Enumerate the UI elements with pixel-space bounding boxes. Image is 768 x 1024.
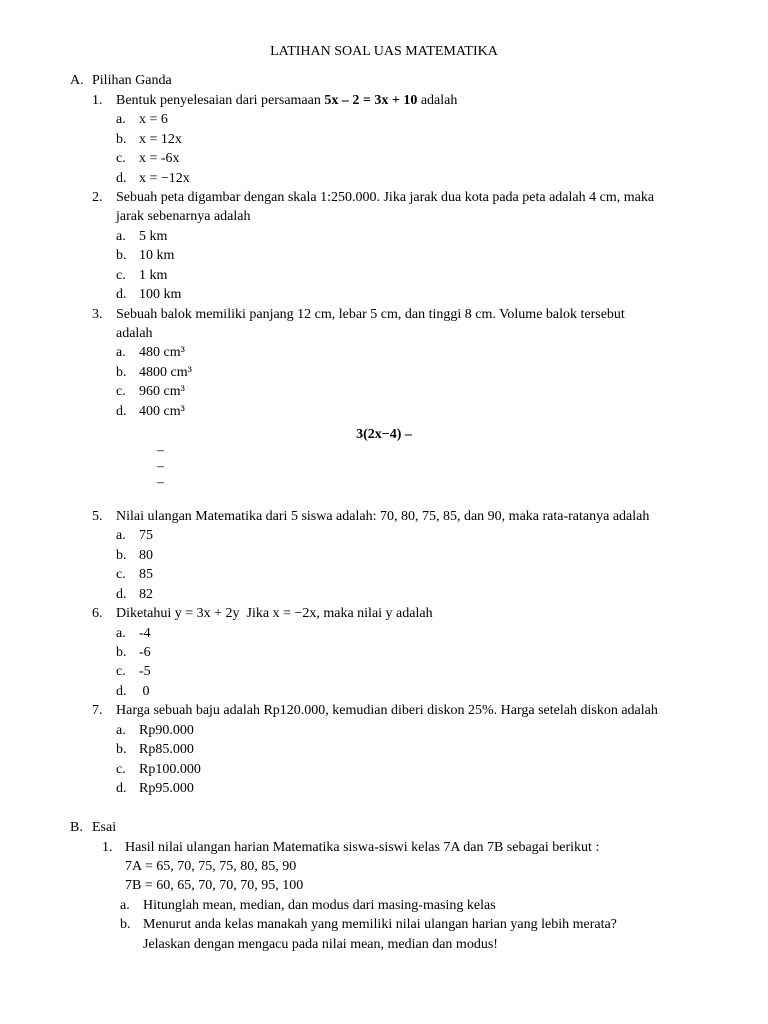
section-b-marker: B. xyxy=(70,820,83,835)
option-letter: a. xyxy=(116,528,126,543)
dash-mark: – xyxy=(157,443,164,458)
dash-mark: – xyxy=(157,459,164,474)
option-text: -5 xyxy=(139,664,151,679)
option-letter: a. xyxy=(116,112,126,127)
option-letter: b. xyxy=(116,645,127,660)
option-letter: c. xyxy=(116,664,126,679)
option-text: Rp85.000 xyxy=(139,742,194,757)
option-letter: d. xyxy=(116,171,127,186)
option-text: 0 xyxy=(139,684,150,699)
question-number: 2. xyxy=(92,190,103,205)
option-text: 85 xyxy=(139,567,153,582)
option-text: x = 6 xyxy=(139,112,168,127)
question-number: 7. xyxy=(92,703,103,718)
option-text: Rp100.000 xyxy=(139,762,201,777)
section-a-heading: Pilihan Ganda xyxy=(92,73,172,88)
option-text: 10 km xyxy=(139,248,175,263)
option-letter: d. xyxy=(116,287,127,302)
option-letter: a. xyxy=(116,626,126,641)
option-letter: c. xyxy=(116,151,126,166)
section-a-marker: A. xyxy=(70,73,84,88)
equation-bold: 5x – 2 = 3x + 10 xyxy=(324,93,418,108)
option-letter: a. xyxy=(116,345,126,360)
sub-question-text: Hitunglah mean, median, dan modus dari masing-masing kelas xyxy=(143,898,496,913)
option-text: x = 12x xyxy=(139,132,182,147)
option-text: 100 km xyxy=(139,287,182,302)
section-b-heading: Esai xyxy=(92,820,117,835)
option-letter: b. xyxy=(116,742,127,757)
sub-question-text: Menurut anda kelas manakah yang memiliki nilai ulangan harian yang lebih merata? xyxy=(143,917,617,932)
option-text: x = −12x xyxy=(139,171,190,186)
page-title: LATIHAN SOAL UAS MATEMATIKA xyxy=(270,44,498,59)
class-7b-data: 7B = 60, 65, 70, 70, 70, 95, 100 xyxy=(125,878,304,893)
question-text: Sebuah peta digambar dengan skala 1:250.000. Jika jarak dua kota pada peta adalah 4 cm, maka xyxy=(116,190,655,205)
option-text: Rp95.000 xyxy=(139,781,194,796)
option-letter: d. xyxy=(116,684,127,699)
question-text: Sebuah balok memiliki panjang 12 cm, lebar 5 cm, dan tinggi 8 cm. Volume balok tersebut xyxy=(116,307,625,322)
question-text: Diketahui y = 3x + 2y Jika x = −2x, maka nilai y adalah xyxy=(116,606,433,621)
question-text: Bentuk penyelesaian dari persamaan 5x – 2 = 3x + 10 adalah xyxy=(116,93,458,108)
question-text-cont: adalah xyxy=(116,326,153,341)
question-text-cont: jarak sebenarnya adalah xyxy=(116,209,251,224)
question-number: 1. xyxy=(92,93,103,108)
option-text: 4800 cm³ xyxy=(139,365,192,380)
question-number: 3. xyxy=(92,307,103,322)
option-text: 480 cm³ xyxy=(139,345,185,360)
option-text: 82 xyxy=(139,587,153,602)
option-text: 960 cm³ xyxy=(139,384,185,399)
question-text: Nilai ulangan Matematika dari 5 siswa adalah: 70, 80, 75, 85, dan 90, maka rata-ratanya adalah xyxy=(116,509,650,524)
question-number: 1. xyxy=(102,840,113,855)
question-number: 5. xyxy=(92,509,103,524)
option-text: 1 km xyxy=(139,268,168,283)
option-letter: a. xyxy=(116,723,126,738)
sub-question-letter: b. xyxy=(120,917,131,932)
option-letter: b. xyxy=(116,365,127,380)
option-letter: c. xyxy=(116,567,126,582)
option-text: -6 xyxy=(139,645,151,660)
dash-mark: – xyxy=(157,475,164,490)
option-letter: d. xyxy=(116,781,127,796)
option-letter: d. xyxy=(116,404,127,419)
equation-fragment: 3(2x−4) – xyxy=(356,427,412,442)
question-text: Hasil nilai ulangan harian Matematika siswa-siswi kelas 7A dan 7B sebagai berikut : xyxy=(125,840,600,855)
option-text: Rp90.000 xyxy=(139,723,194,738)
option-text: -4 xyxy=(139,626,151,641)
option-letter: b. xyxy=(116,132,127,147)
sub-question-text-cont: Jelaskan dengan mengacu pada nilai mean, median dan modus! xyxy=(143,937,498,952)
option-letter: c. xyxy=(116,384,126,399)
option-text: 80 xyxy=(139,548,153,563)
option-text: x = -6x xyxy=(139,151,180,166)
question-number: 6. xyxy=(92,606,103,621)
option-letter: c. xyxy=(116,762,126,777)
question-text: Harga sebuah baju adalah Rp120.000, kemudian diberi diskon 25%. Harga setelah diskon adalah xyxy=(116,703,658,718)
option-letter: b. xyxy=(116,548,127,563)
option-letter: a. xyxy=(116,229,126,244)
sub-question-letter: a. xyxy=(120,898,130,913)
option-text: 75 xyxy=(139,528,153,543)
option-text: 400 cm³ xyxy=(139,404,185,419)
class-7a-data: 7A = 65, 70, 75, 75, 80, 85, 90 xyxy=(125,859,297,874)
option-letter: d. xyxy=(116,587,127,602)
option-letter: b. xyxy=(116,248,127,263)
option-text: 5 km xyxy=(139,229,168,244)
option-letter: c. xyxy=(116,268,126,283)
